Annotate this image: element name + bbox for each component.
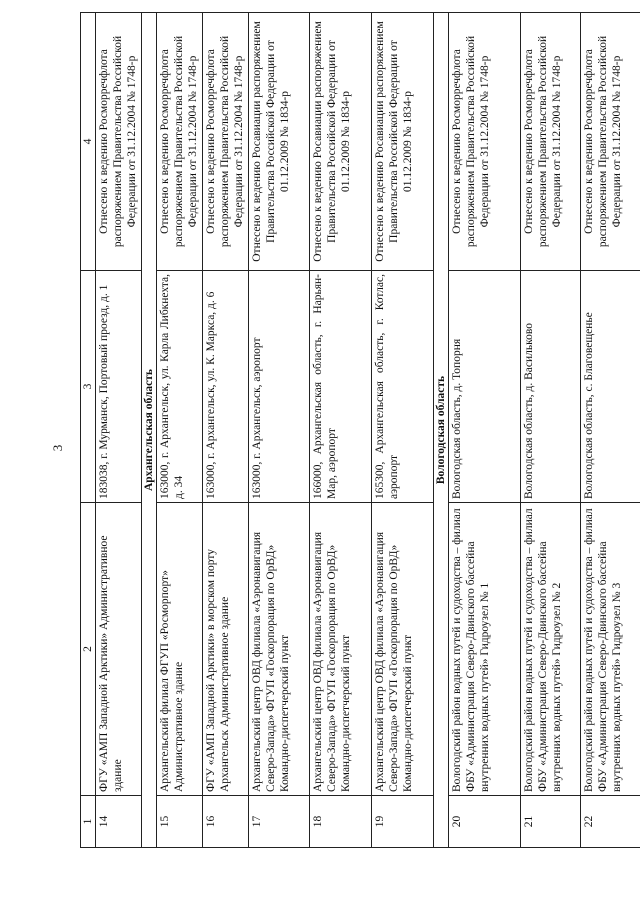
organization-cell: Архангельский центр ОВД филиала «Аэронавигация Северо-Запада» ФГУП «Госкорпорация по ОрВД» Командно-диспетчерский пункт (372, 503, 434, 796)
organization-cell: Вологодский район водных путей и судоходства – филиал ФБУ «Администрация Северо-Двинского бассейна внутренних водных путей» Гидроузел № 3 (581, 503, 640, 796)
basis-cell: Отнесено к ведению Росавиации распоряжением Правительства Российской Федерации от 01.12.2009 № 1834-р (310, 13, 372, 271)
rotated-table-container (80, 13, 638, 848)
basis-cell: Отнесено к ведению Росавиации распоряжением Правительства Российской Федерации от 01.12.2009 № 1834-р (249, 13, 310, 271)
page-number: 3 (50, 444, 65, 452)
table-row (157, 13, 203, 848)
region-header-row (142, 13, 157, 848)
basis-cell: Отнесено к ведению Росавиации распоряжением Правительства Российской Федерации от 01.12.2009 № 1834-р (372, 13, 434, 271)
objects-table (80, 12, 640, 848)
basis-cell: Отнесено к ведению Росморречфлота распоряжением Правительства Российской Федерации от 31.12.2004 № 1748-р (157, 13, 203, 271)
table-row (449, 13, 521, 848)
address-cell: 183038, г. Мурманск, Портовый проезд, д. 1 (96, 271, 142, 503)
table-row (249, 13, 310, 848)
address-cell: 166000, Архангельская область, г. Нарьян-Мар, аэропорт (310, 271, 372, 503)
basis-cell: Отнесено к ведению Росморречфлота распоряжением Правительства Российской Федерации от 31.12.2004 № 1748-р (449, 13, 521, 271)
organization-cell: ФГУ «АМП Западной Арктики» Административное здание (96, 503, 142, 796)
address-cell: 163000, г. Архангельск, ул. К. Маркса, д. 6 (203, 271, 249, 503)
table-row (372, 13, 434, 848)
column-number: 1 (81, 796, 96, 848)
table-row (310, 13, 372, 848)
column-number: 2 (81, 503, 96, 796)
address-cell: 163000, г. Архангельск, аэропорт (249, 271, 310, 503)
row-number-cell: 14 (96, 796, 142, 848)
table-row (96, 13, 142, 848)
region-label: Вологодская область (434, 13, 449, 848)
organization-cell: Вологодский район водных путей и судоходства – филиал ФБУ «Администрация Северо-Двинского бассейна внутренних водных путей» Гидроузел № 2 (521, 503, 581, 796)
address-cell: 163000, г. Архангельск, ул. Карла Либкнехта, д. 34 (157, 271, 203, 503)
row-number-cell: 16 (203, 796, 249, 848)
organization-cell: Вологодский район водных путей и судоходства – филиал ФБУ «Администрация Северо-Двинского бассейна внутренних водных путей» Гидроузел № 1 (449, 503, 521, 796)
address-cell: 165300, Архангельская область, г. Котлас, аэропорт (372, 271, 434, 503)
organization-cell: Архангельский центр ОВД филиала «Аэронавигация Северо-Запада» ФГУП «Госкорпорация по ОрВД» Командно-диспетчерский пункт (310, 503, 372, 796)
row-number-cell: 19 (372, 796, 434, 848)
column-number: 3 (81, 271, 96, 503)
row-number-cell: 17 (249, 796, 310, 848)
column-number-row (81, 13, 96, 848)
organization-cell: Архангельский филиал ФГУП «Росморпорт» Административное здание (157, 503, 203, 796)
basis-cell: Отнесено к ведению Росморречфлота распоряжением Правительства Российской Федерации от 31.12.2004 № 1748-р (203, 13, 249, 271)
organization-cell: Архангельский центр ОВД филиала «Аэронавигация Северо-Запада» ФГУП «Госкорпорация по ОрВД» Командно-диспетчерский пункт (249, 503, 310, 796)
region-header-row (434, 13, 449, 848)
column-number: 4 (81, 13, 96, 271)
address-cell: Вологодская область, д. Васильково (521, 271, 581, 503)
table-row (521, 13, 581, 848)
row-number-cell: 21 (521, 796, 581, 848)
address-cell: Вологодская область, с. Благовещенье (581, 271, 640, 503)
table-row (581, 13, 640, 848)
row-number-cell: 15 (157, 796, 203, 848)
region-label: Архангельская область (142, 13, 157, 848)
row-number-cell: 18 (310, 796, 372, 848)
row-number-cell: 22 (581, 796, 640, 848)
row-number-cell: 20 (449, 796, 521, 848)
organization-cell: ФГУ «АМП Западной Арктики» в морском порту Архангельск Административное здание (203, 503, 249, 796)
address-cell: Вологодская область, д. Топорня (449, 271, 521, 503)
basis-cell: Отнесено к ведению Росморречфлота распоряжением Правительства Российской Федерации от 31.12.2004 № 1748-р (581, 13, 640, 271)
basis-cell: Отнесено к ведению Росморречфлота распоряжением Правительства Российской Федерации от 31.12.2004 № 1748-р (96, 13, 142, 271)
basis-cell: Отнесено к ведению Росморречфлота распоряжением Правительства Российской Федерации от 31.12.2004 № 1748-р (521, 13, 581, 271)
table-row (203, 13, 249, 848)
